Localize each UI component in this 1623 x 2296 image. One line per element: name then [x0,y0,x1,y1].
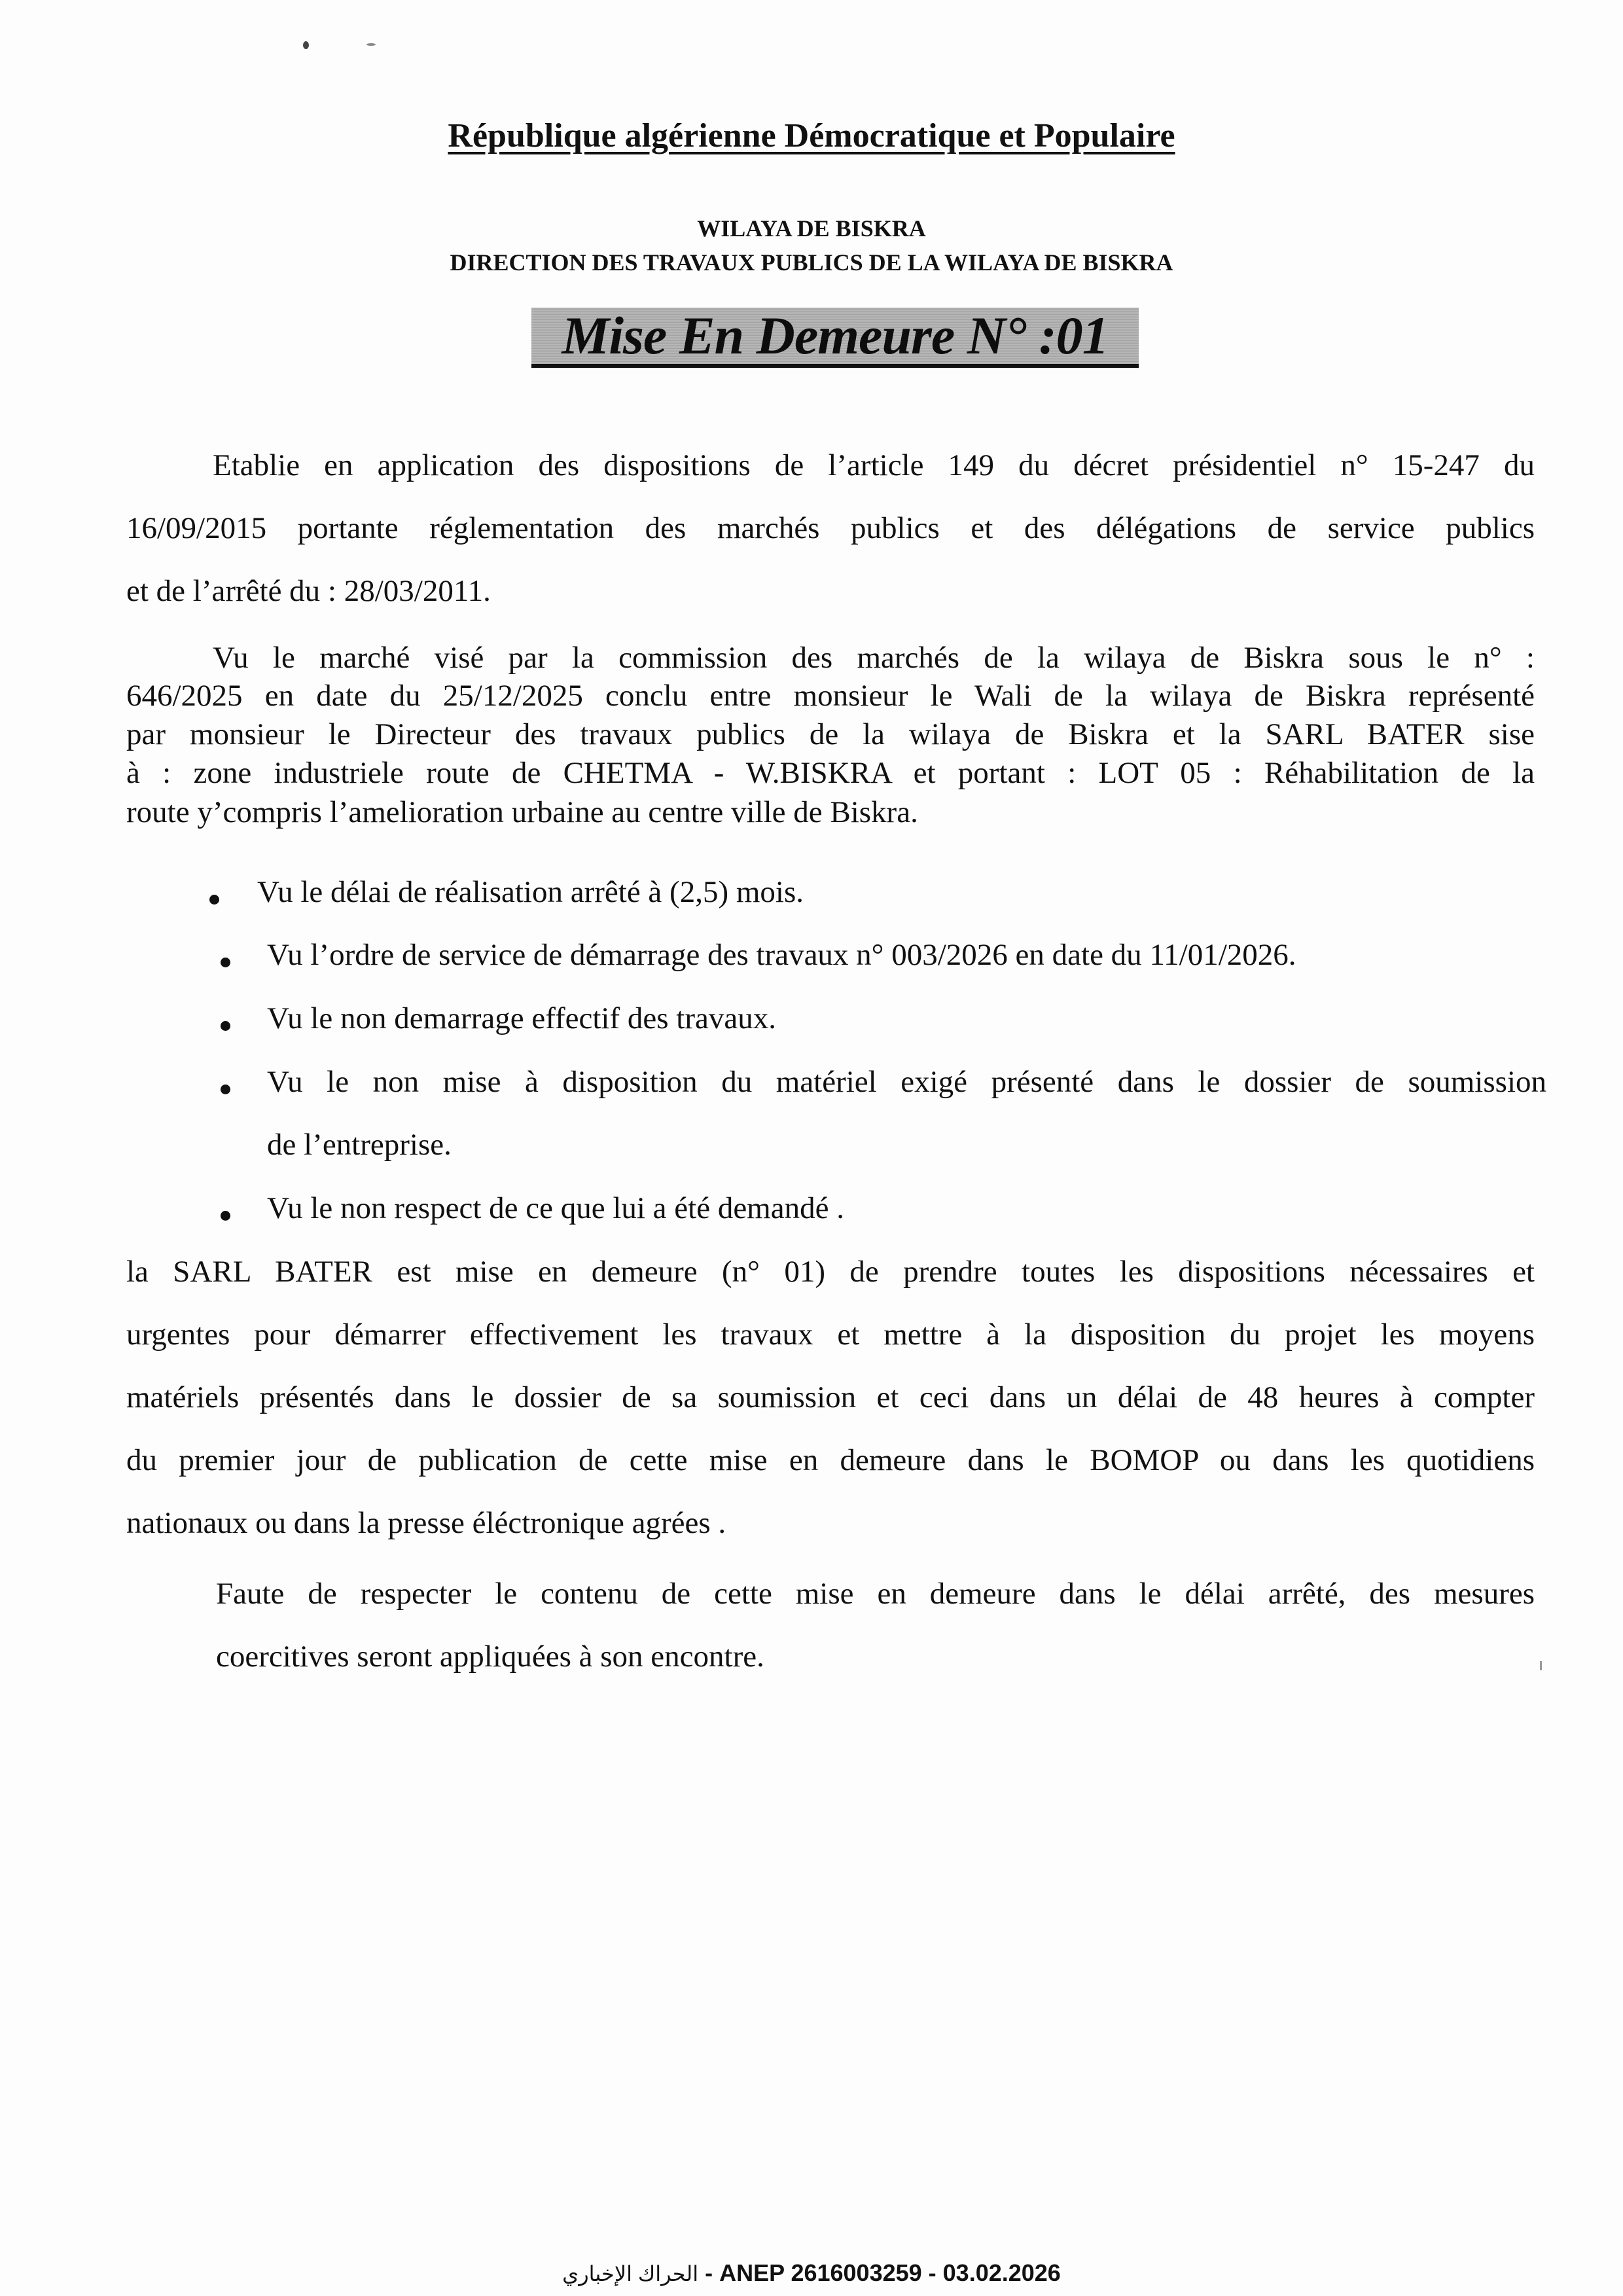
paragraph-2-line: à : zone industriele route de CHETMA - W.BISKRA et portant : LOT 05 : Réhabilitation de la [126,756,1535,790]
bullet-item: Vu le non mise à disposition du matériel exigé présenté dans le dossier de soumission [267,1065,1546,1099]
paragraph-3-line: du premier jour de publication de cette mise en demeure dans le BOMOP ou dans les quotidiens [126,1443,1535,1477]
scan-speck [303,41,309,49]
republic-heading: République algérienne Démocratique et Populaire [448,117,1175,154]
direction-heading: DIRECTION DES TRAVAUX PUBLICS DE LA WILAYA DE BISKRA [450,249,1173,276]
paragraph-3-line: urgentes pour démarrer effectivement les travaux et mettre à la disposition du projet les moyens [126,1318,1535,1352]
paragraph-3-line: la SARL BATER est mise en demeure (n° 01) de prendre toutes les dispositions nécessaires et [126,1255,1535,1289]
scan-speck [366,43,376,46]
bullet-icon [221,1085,230,1094]
paragraph-3-line: nationaux ou dans la presse éléctronique agrées . [126,1506,726,1540]
wilaya-heading: WILAYA DE BISKRA [697,215,926,242]
document-title: Mise En Demeure N° :01 [562,306,1109,365]
document-title-box [531,308,1139,368]
bullet-item: Vu l’ordre de service de démarrage des travaux n° 003/2026 en date du 11/01/2026. [267,938,1296,972]
paragraph-4-line: coercitives seront appliquées à son encontre. [216,1640,764,1674]
bullet-icon [221,1211,230,1221]
paragraph-2-line: par monsieur le Directeur des travaux publics de la wilaya de Biskra et la SARL BATER sise [126,717,1535,751]
paragraph-2-line: 646/2025 en date du 25/12/2025 conclu entre monsieur le Wali de la wilaya de Biskra représenté [126,679,1535,713]
bullet-icon [221,958,230,967]
bullet-icon [209,895,219,905]
scan-mark [1540,1661,1542,1670]
publication-footer [0,2259,1623,2287]
paragraph-1-line: et de l’arrêté du : 28/03/2011. [126,574,491,608]
bullet-item-continuation: de l’entreprise. [267,1128,452,1162]
bullet-item: Vu le non demarrage effectif des travaux. [267,1001,776,1035]
bullet-item: Vu le non respect de ce que lui a été demandé . [267,1191,844,1225]
footer-publisher: الحراك الإخباري [562,2262,699,2286]
paragraph-1-line: 16/09/2015 portante réglementation des marchés publics et des délégations de service publics [126,511,1535,545]
paragraph-2-line: Vu le marché visé par la commission des marchés de la wilaya de Biskra sous le n° : [213,641,1535,675]
bullet-item: Vu le délai de réalisation arrêté à (2,5) mois. [257,875,804,909]
footer-separator: - [698,2259,720,2286]
bullet-icon [221,1021,230,1031]
paragraph-2-line: route y’compris l’amelioration urbaine au centre ville de Biskra. [126,795,918,829]
paragraph-1-line: Etablie en application des dispositions de l’article 149 du décret présidentiel n° 15-247 du [213,448,1535,482]
footer-reference: ANEP 2616003259 - 03.02.2026 [719,2259,1061,2286]
paragraph-4-line: Faute de respecter le contenu de cette mise en demeure dans le délai arrêté, des mesures [216,1577,1535,1611]
paragraph-3-line: matériels présentés dans le dossier de sa soumission et ceci dans un délai de 48 heures à compter [126,1380,1535,1414]
